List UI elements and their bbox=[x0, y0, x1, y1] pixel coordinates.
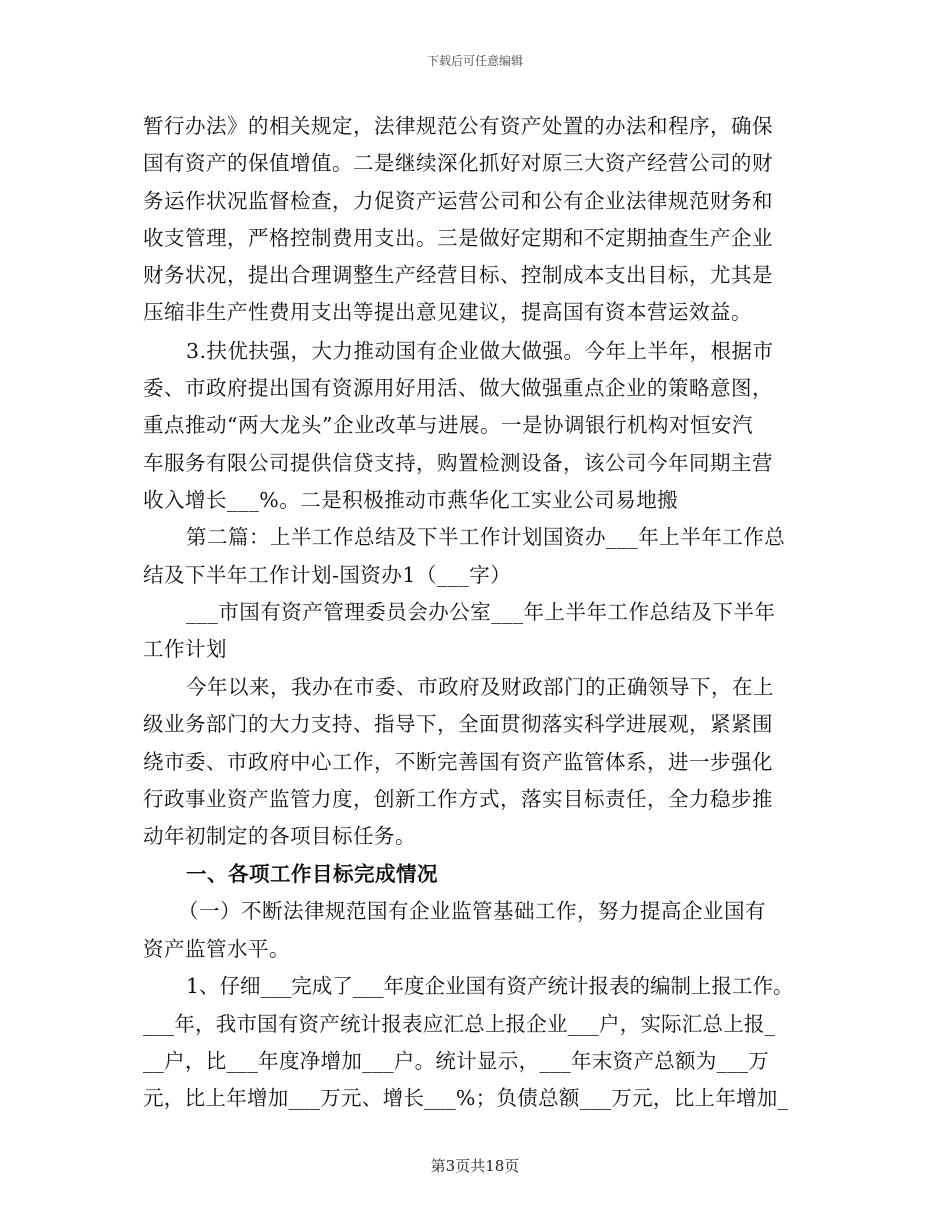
body-line: ___年，我市国有资产统计报表应汇总上报企业___户，实际汇总上报_ bbox=[143, 1012, 776, 1036]
body-line: 车服务有限公司提供信贷支持，购置检测设备，该公司今年同期主营 bbox=[143, 451, 773, 475]
subheading-line: （一）不断法律规范国有企业监管基础工作，努力提高企业国有 bbox=[178, 899, 766, 923]
section-title-line: 第二篇：上半工作总结及下半工作计划国资办___年上半年工作总 bbox=[186, 525, 786, 549]
heading-1: 一、各项工作目标完成情况 bbox=[186, 862, 438, 886]
body-line: 行政事业资产监管力度，创新工作方式，落实目标责任，全力稳步推 bbox=[143, 787, 773, 811]
body-line: 务运作状况监督检查，力促资产运营公司和公有企业法律规范财务和 bbox=[143, 189, 773, 213]
body-line: 1、仔细___完成了___年度企业国有资产统计报表的编制上报工作。 bbox=[186, 974, 794, 998]
body-line: 元，比上年增加___万元、增长___%；负债总额___万元，比上年增加_ bbox=[143, 1086, 789, 1110]
body-line: 委、市政府提出国有资源用好用活、做大做强重点企业的策略意图， bbox=[143, 376, 773, 400]
section-title-line: 结及下半年工作计划-国资办1（___字） bbox=[143, 563, 512, 587]
body-line: 国有资产的保值增值。二是继续深化抓好对原三大资产经营公司的财 bbox=[143, 151, 773, 175]
subheading-line: 资产监管水平。 bbox=[143, 937, 290, 961]
body-line: 绕市委、市政府中心工作，不断完善国有资产监管体系，进一步强化 bbox=[143, 750, 773, 774]
body-line: __户，比___年度净增加___户。统计显示，___年末资产总额为___万 bbox=[143, 1049, 770, 1073]
body-line: 今年以来，我办在市委、市政府及财政部门的正确领导下，在上 bbox=[186, 675, 774, 699]
body-line: 压缩非生产性费用支出等提出意见建议，提高国有资本营运效益。 bbox=[143, 300, 752, 324]
page-header: 下载后可任意编辑 bbox=[426, 54, 523, 68]
body-line: 动年初制定的各项目标任务。 bbox=[143, 824, 416, 848]
doc-title-line: ___市国有资产管理委员会办公室___年上半年工作总结及下半年 bbox=[186, 600, 776, 624]
page-footer: 第3页共18页 bbox=[430, 1157, 520, 1175]
body-line: 级业务部门的大力支持、指导下，全面贯彻落实科学进展观，紧紧围 bbox=[143, 712, 773, 736]
body-line: 3.扶优扶强，大力推动国有企业做大做强。今年上半年，根据市 bbox=[186, 339, 774, 363]
body-line: 重点推动“两大龙头”企业改革与进展。一是协调银行机构对恒安汽 bbox=[143, 413, 753, 437]
doc-title-line: 工作计划 bbox=[143, 637, 227, 661]
body-line: 收入增长___%。二是积极推动市燕华化工实业公司易地搬 bbox=[143, 488, 679, 512]
body-line: 暂行办法》的相关规定，法律规范公有资产处置的办法和程序，确保 bbox=[143, 114, 773, 138]
body-line: 收支管理，严格控制费用支出。三是做好定期和不定期抽查生产企业 bbox=[143, 226, 773, 250]
body-line: 财务状况，提出合理调整生产经营目标、控制成本支出目标，尤其是 bbox=[143, 263, 773, 287]
